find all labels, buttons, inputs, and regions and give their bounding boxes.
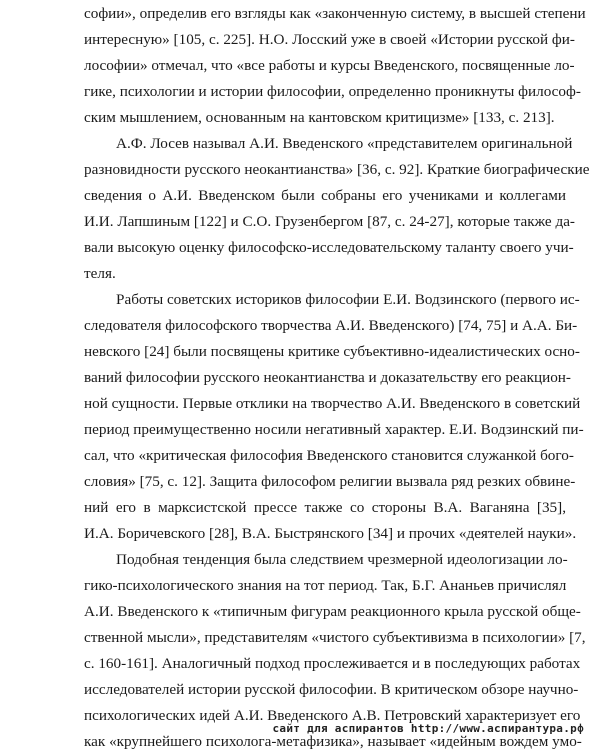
text-line: как «крупнейшего психолога-метафизика», называет «идейным вождем умо-	[84, 733, 582, 750]
text-line: интересную» [105, с. 225]. Н.О. Лосский уже в своей «Истории русской фи-	[84, 31, 575, 48]
text-line: период преимущественно носили негативный характер. Е.И. Водзинский пи-	[84, 421, 584, 438]
text-line: следователя философского творчества А.И. Введенского) [74, 75] и А.А. Би-	[84, 317, 578, 334]
text-line: И.И. Лапшиным [122] и С.О. Грузенбергом [87, с. 24-27], которые также да-	[84, 213, 575, 230]
text-line: разновидности русского неокантианства» [36, с. 92]. Краткие биографические	[84, 161, 590, 178]
text-line: гике, психологии и истории философии, определенно проникнуты философ-	[84, 83, 581, 100]
text-line: ваний философии русского неокантианства и доказательству его реакцион-	[84, 369, 571, 386]
text-line: лософии» отмечал, что «все работы и курсы Введенского, посвященные ло-	[84, 57, 575, 74]
text-line: словия» [75, с. 12]. Защита философом религии вызвала ряд резких обвине-	[84, 473, 576, 490]
text-line: А.И. Введенского к «типичным фигурам реакционного крыла русской обще-	[84, 603, 581, 620]
text-line: теля.	[84, 265, 116, 282]
text-line: вали высокую оценку философско-исследовательскому таланту своего учи-	[84, 239, 574, 256]
text-line: с. 160-161]. Аналогичный подход прослеживается и в последующих работах	[84, 655, 581, 672]
text-line: ний его в марксистской прессе также со стороны В.А. Ваганяна [35],	[84, 499, 566, 516]
text-line: ственной мысли», представителям «чистого субъективизма в психологии» [7,	[84, 629, 586, 646]
text-line: гико-психологического знания на тот период. Так, Б.Г. Ананьев причислял	[84, 577, 567, 594]
text-line: невского [24] были посвящены критике субъективно-идеалистических осно-	[84, 343, 580, 360]
document-page	[84, 0, 590, 750]
paragraph-first-line: Работы советских историков философии Е.И. Водзинского (первого ис-	[116, 291, 580, 308]
text-line: сал, что «критическая философия Введенского становится служанкой бого-	[84, 447, 574, 464]
paragraph-first-line: А.Ф. Лосев называл А.И. Введенского «представителем оригинальной	[116, 135, 573, 152]
text-line: софии», определив его взгляды как «законченную систему, в высшей степени	[84, 5, 586, 22]
text-line: сведения о А.И. Введенском были собраны его учениками и коллегами	[84, 187, 566, 204]
text-line: ским мышлением, основанным на кантовском критицизме» [133, с. 213].	[84, 109, 555, 126]
text-line: психологических идей А.И. Введенского А.В. Петровский характеризует его	[84, 707, 581, 724]
text-line: И.А. Боричевского [28], В.А. Быстрянского [34] и прочих «деятелей науки».	[84, 525, 577, 542]
text-line: ной сущности. Первые отклики на творчество А.И. Введенского в советский	[84, 395, 581, 412]
paragraph-first-line: Подобная тенденция была следствием чрезмерной идеологизации ло-	[116, 551, 568, 568]
text-line: исследователей истории русской философии. В критическом обзоре научно-	[84, 681, 579, 698]
site-watermark-footer: сайт для аспирантов http://www.аспирантура.рф	[272, 722, 584, 735]
